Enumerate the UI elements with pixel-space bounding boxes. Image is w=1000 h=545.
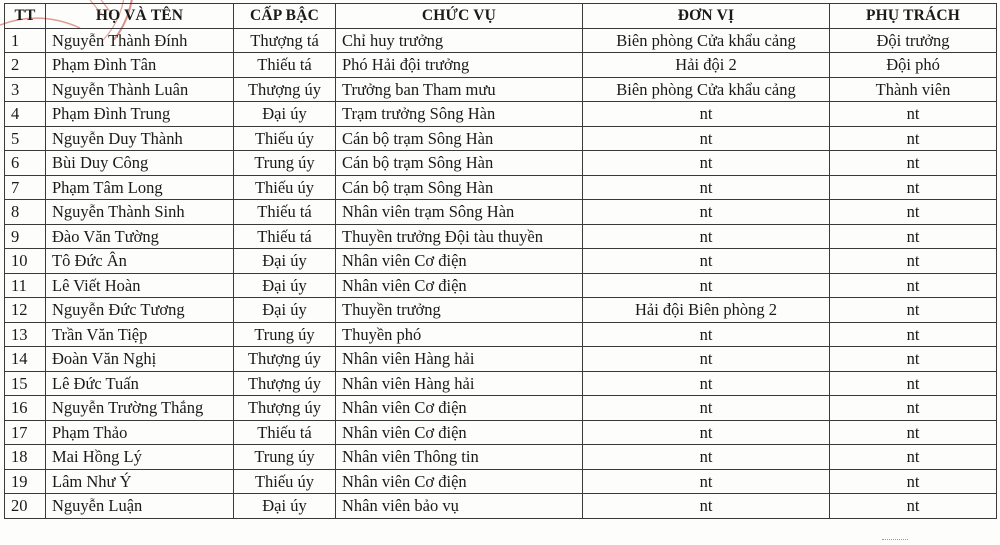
cell-rank: Thượng úy [234,371,336,396]
cell-rank: Đại úy [234,273,336,298]
table-row [5,420,997,445]
cell-name: Tô Đức Ân [46,249,234,274]
table-header-row [5,4,997,29]
cell-position: Nhân viên Cơ điện [336,469,583,494]
cell-tt: 15 [5,371,46,396]
cell-name: Lê Viết Hoàn [46,273,234,298]
cell-name: Phạm Thảo [46,420,234,445]
table-row [5,469,997,494]
cell-unit: nt [583,200,830,225]
cell-unit: nt [583,175,830,200]
cell-tt: 14 [5,347,46,372]
cell-tt: 19 [5,469,46,494]
table-row [5,28,997,53]
header-unit: ĐƠN VỊ [583,4,830,29]
cell-tt: 6 [5,151,46,176]
cell-unit: nt [583,249,830,274]
cell-rank: Trung úy [234,445,336,470]
cell-position: Nhân viên Hàng hải [336,371,583,396]
table-row [5,371,997,396]
cell-position: Cán bộ trạm Sông Hàn [336,151,583,176]
table-row [5,175,997,200]
table-row [5,347,997,372]
cell-position: Thuyền trưởng Đội tàu thuyền [336,224,583,249]
cell-position: Nhân viên Cơ điện [336,420,583,445]
cell-tt: 9 [5,224,46,249]
table-row [5,102,997,127]
cell-responsibility: nt [830,420,997,445]
table-row [5,445,997,470]
table-row [5,224,997,249]
cell-responsibility: nt [830,445,997,470]
cell-name: Bùi Duy Công [46,151,234,176]
cell-responsibility: nt [830,396,997,421]
cell-unit: nt [583,126,830,151]
cell-unit: nt [583,322,830,347]
cell-responsibility: nt [830,249,997,274]
cell-responsibility: nt [830,175,997,200]
cell-responsibility: Đội phó [830,53,997,78]
cell-rank: Thiếu úy [234,126,336,151]
cell-position: Phó Hải đội trưởng [336,53,583,78]
cell-responsibility: nt [830,200,997,225]
cell-unit: nt [583,151,830,176]
cell-tt: 7 [5,175,46,200]
personnel-table [4,3,997,519]
table-row [5,77,997,102]
cell-position: Nhân viên Cơ điện [336,396,583,421]
cell-responsibility: nt [830,322,997,347]
cell-tt: 13 [5,322,46,347]
cell-responsibility: nt [830,371,997,396]
cell-tt: 2 [5,53,46,78]
cell-name: Phạm Đình Tân [46,53,234,78]
cell-tt: 11 [5,273,46,298]
cell-tt: 12 [5,298,46,323]
cell-position: Trưởng ban Tham mưu [336,77,583,102]
cell-rank: Trung úy [234,322,336,347]
cell-unit: nt [583,371,830,396]
cell-unit: Hải đội Biên phòng 2 [583,298,830,323]
cell-name: Đào Văn Tường [46,224,234,249]
cell-name: Phạm Tâm Long [46,175,234,200]
cell-name: Mai Hồng Lý [46,445,234,470]
cell-name: Trần Văn Tiệp [46,322,234,347]
cell-responsibility: nt [830,126,997,151]
cell-tt: 4 [5,102,46,127]
cell-tt: 17 [5,420,46,445]
cell-tt: 20 [5,494,46,519]
cell-rank: Thiếu tá [234,420,336,445]
table-row [5,273,997,298]
table-row [5,494,997,519]
table-row [5,126,997,151]
cell-unit: nt [583,273,830,298]
cell-rank: Thượng tá [234,28,336,53]
header-position: CHỨC VỤ [336,4,583,29]
cell-responsibility: nt [830,224,997,249]
cell-position: Nhân viên Cơ điện [336,249,583,274]
cell-name: Nguyễn Thành Luân [46,77,234,102]
cell-name: Lê Đức Tuấn [46,371,234,396]
cell-position: Trạm trưởng Sông Hàn [336,102,583,127]
cell-rank: Thiếu tá [234,224,336,249]
cell-unit: Hải đội 2 [583,53,830,78]
table-body [5,28,997,518]
cell-rank: Đại úy [234,298,336,323]
cell-position: Nhân viên trạm Sông Hàn [336,200,583,225]
cell-position: Thuyền trưởng [336,298,583,323]
cell-rank: Thiếu úy [234,469,336,494]
table-row [5,396,997,421]
cell-rank: Đại úy [234,102,336,127]
table-row [5,298,997,323]
cell-name: Phạm Đình Trung [46,102,234,127]
cell-name: Nguyễn Thành Sinh [46,200,234,225]
cell-name: Lâm Như Ý [46,469,234,494]
cell-name: Đoàn Văn Nghị [46,347,234,372]
cell-rank: Thượng úy [234,396,336,421]
cell-rank: Thiếu tá [234,53,336,78]
cell-responsibility: nt [830,347,997,372]
cell-tt: 3 [5,77,46,102]
cell-tt: 8 [5,200,46,225]
cell-tt: 1 [5,28,46,53]
cell-rank: Trung úy [234,151,336,176]
cell-unit: nt [583,469,830,494]
cell-position: Thuyền phó [336,322,583,347]
cell-unit: Biên phòng Cửa khẩu cảng [583,28,830,53]
cell-unit: nt [583,396,830,421]
cell-responsibility: Đội trưởng [830,28,997,53]
cell-unit: nt [583,445,830,470]
cell-responsibility: nt [830,151,997,176]
table-row [5,322,997,347]
table-row [5,200,997,225]
cell-position: Nhân viên Cơ điện [336,273,583,298]
cell-unit: nt [583,102,830,127]
cell-unit: nt [583,224,830,249]
header-name: HỌ VÀ TÊN [46,4,234,29]
cell-responsibility: nt [830,469,997,494]
table-row [5,249,997,274]
header-rank: CẤP BẬC [234,4,336,29]
cell-position: Chỉ huy trưởng [336,28,583,53]
scan-mark [882,539,908,545]
cell-position: Nhân viên Thông tin [336,445,583,470]
cell-position: Cán bộ trạm Sông Hàn [336,175,583,200]
cell-name: Nguyễn Duy Thành [46,126,234,151]
cell-responsibility: Thành viên [830,77,997,102]
cell-unit: nt [583,494,830,519]
cell-name: Nguyễn Luận [46,494,234,519]
cell-unit: nt [583,420,830,445]
cell-name: Nguyễn Đức Tương [46,298,234,323]
cell-position: Nhân viên bảo vụ [336,494,583,519]
cell-unit: Biên phòng Cửa khẩu cảng [583,77,830,102]
table-row [5,53,997,78]
cell-unit: nt [583,347,830,372]
cell-rank: Thiếu tá [234,200,336,225]
header-tt: TT [5,4,46,29]
cell-rank: Đại úy [234,494,336,519]
cell-responsibility: nt [830,102,997,127]
cell-position: Cán bộ trạm Sông Hàn [336,126,583,151]
cell-responsibility: nt [830,494,997,519]
cell-tt: 10 [5,249,46,274]
header-responsibility: PHỤ TRÁCH [830,4,997,29]
cell-rank: Thượng úy [234,77,336,102]
table-row [5,151,997,176]
cell-rank: Thiếu úy [234,175,336,200]
cell-tt: 5 [5,126,46,151]
cell-rank: Thượng úy [234,347,336,372]
cell-responsibility: nt [830,273,997,298]
cell-rank: Đại úy [234,249,336,274]
cell-name: Nguyễn Thành Đính [46,28,234,53]
cell-position: Nhân viên Hàng hải [336,347,583,372]
cell-tt: 18 [5,445,46,470]
cell-responsibility: nt [830,298,997,323]
cell-name: Nguyễn Trường Thắng [46,396,234,421]
cell-tt: 16 [5,396,46,421]
